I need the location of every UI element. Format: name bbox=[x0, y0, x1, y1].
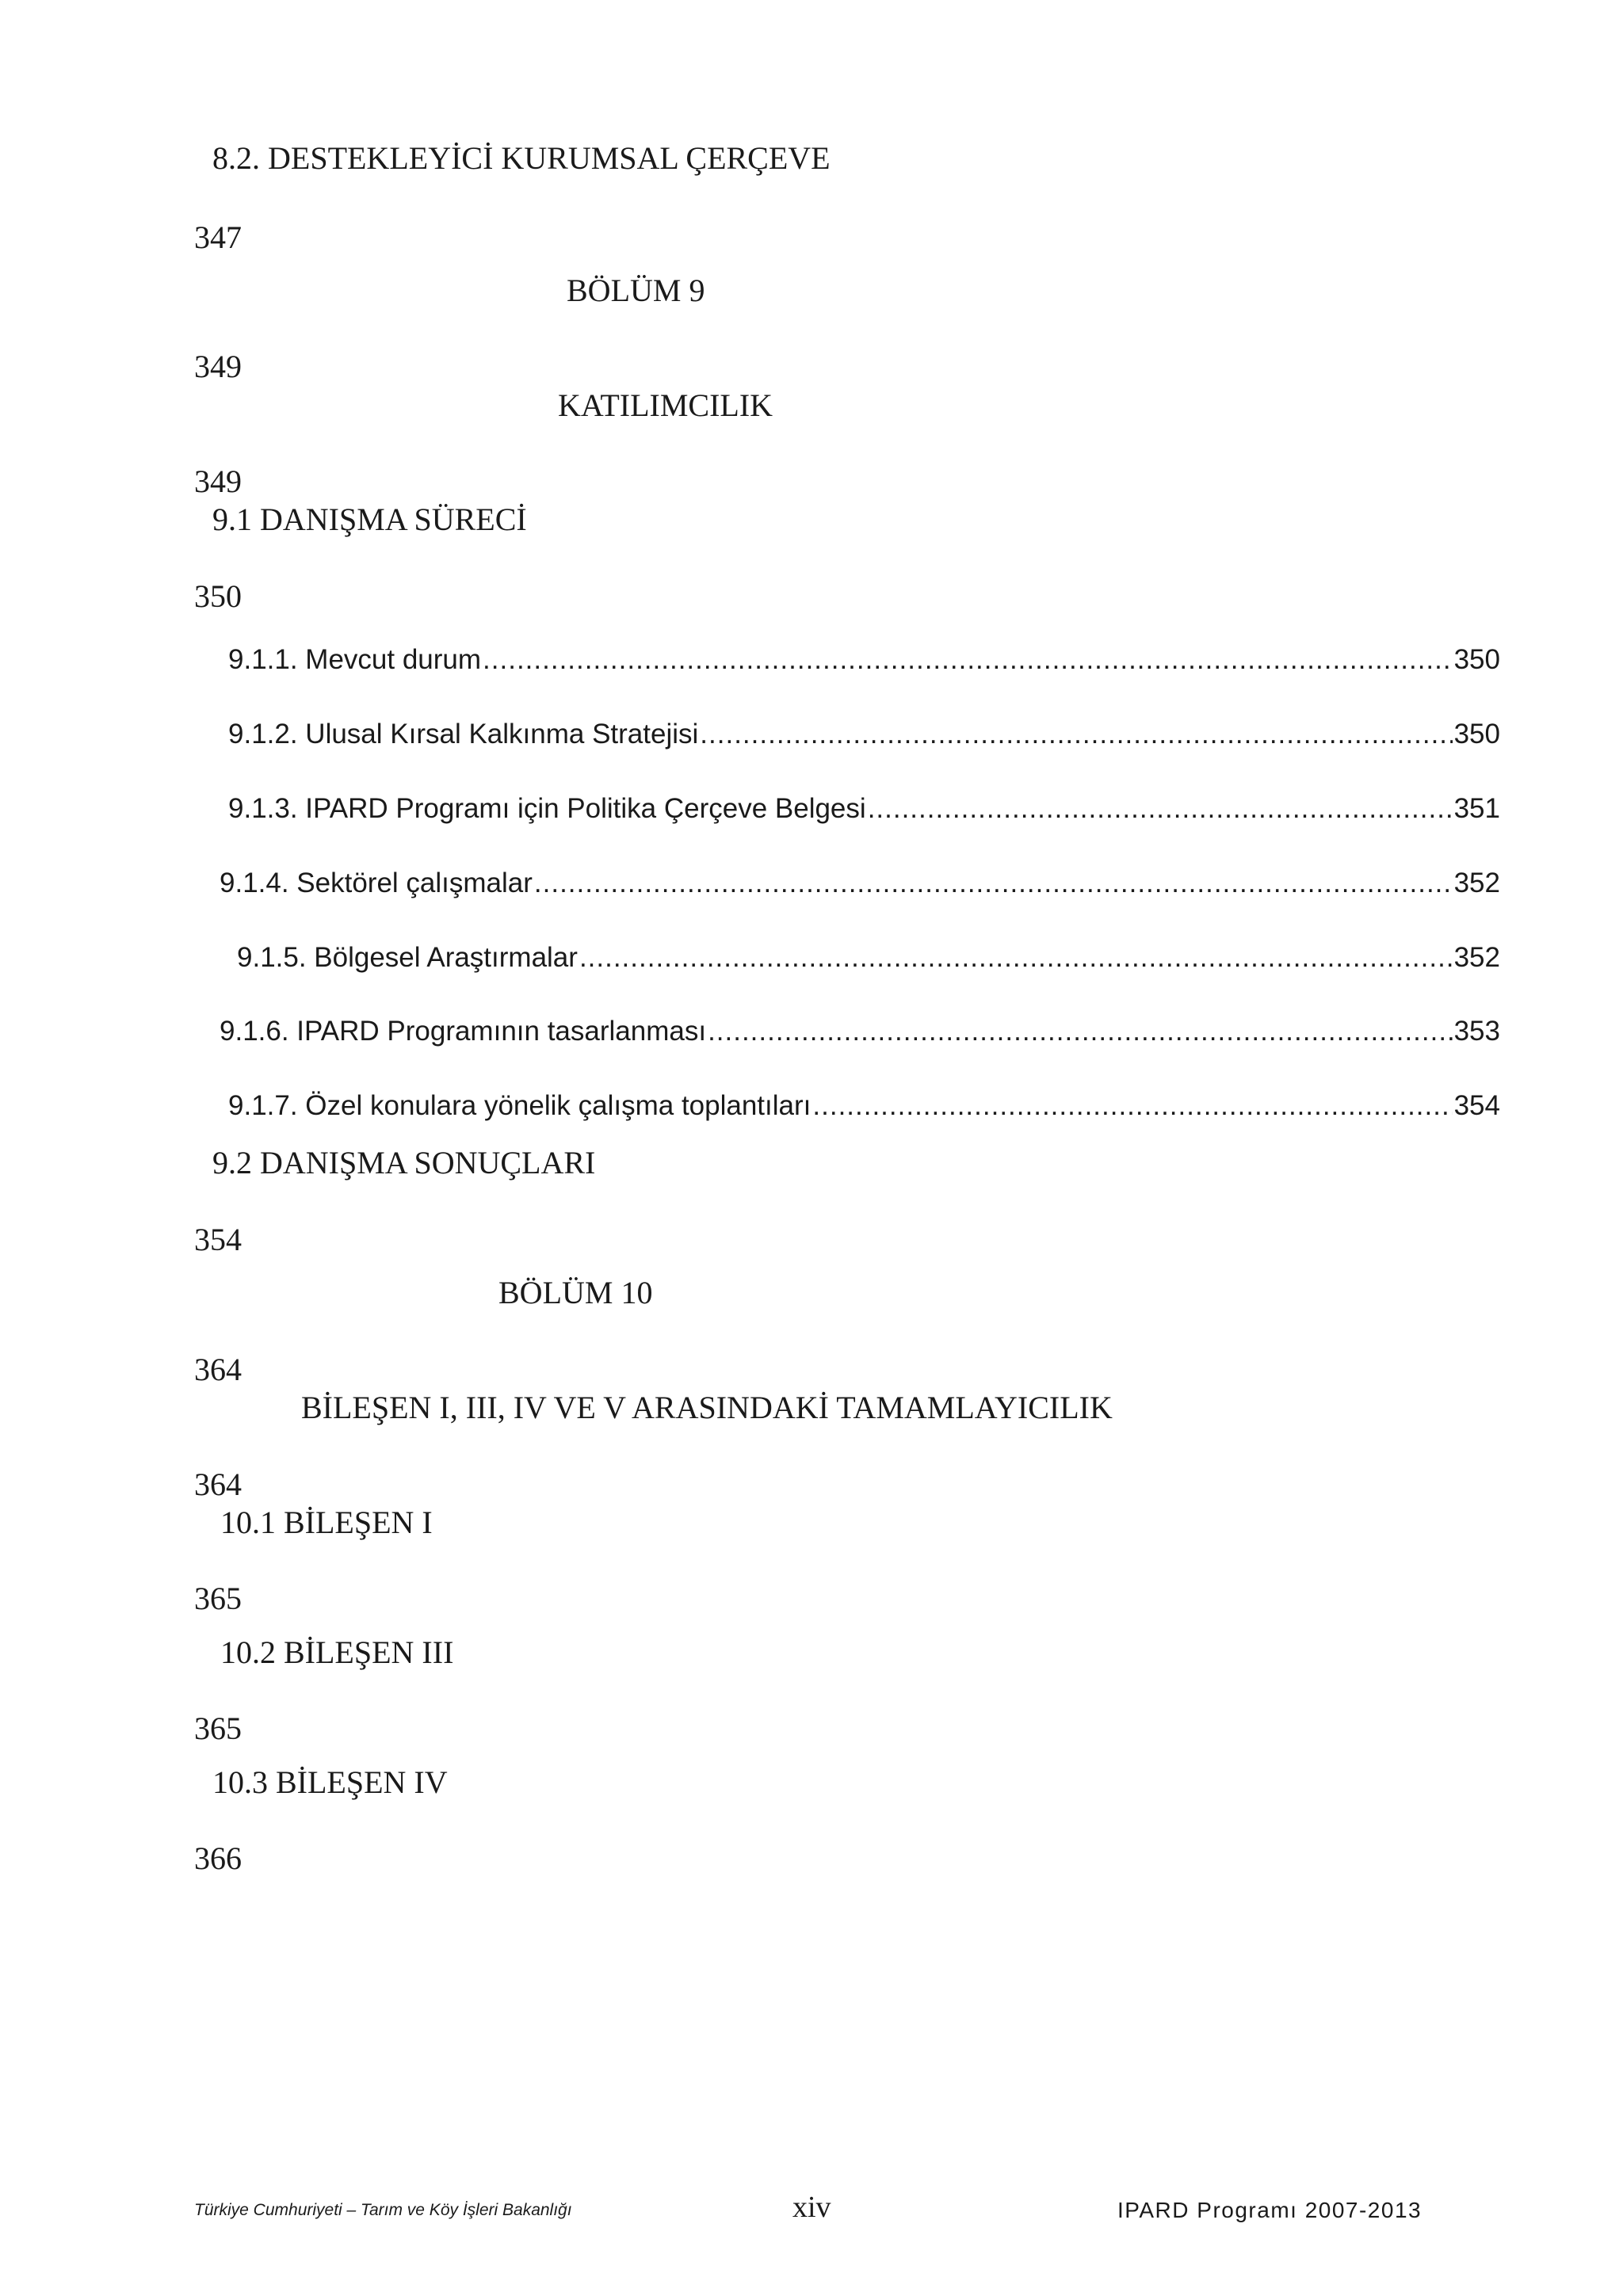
footer-ministry-name: Türkiye Cumhuriyeti – Tarım ve Köy İşleri Bakanlığı bbox=[194, 2201, 572, 2219]
toc-entry-page: 350 bbox=[1453, 719, 1500, 749]
section-heading-10-3: 10.3 BİLEŞEN IV bbox=[212, 1764, 448, 1800]
toc-entry-page: 354 bbox=[1453, 1090, 1500, 1121]
toc-entry-9-1-3[interactable] bbox=[228, 795, 1500, 822]
toc-entry-label: 9.1.6. IPARD Programının tasarlanması bbox=[220, 1016, 707, 1047]
dot-leader bbox=[534, 869, 1453, 897]
toc-entry-page: 352 bbox=[1453, 942, 1500, 973]
toc-entry-page: 351 bbox=[1453, 793, 1500, 824]
toc-entry-page: 350 bbox=[1453, 644, 1500, 675]
toc-entry-9-1-1[interactable] bbox=[228, 646, 1500, 673]
page-number: 365 bbox=[194, 1581, 242, 1616]
toc-entry-9-1-7[interactable] bbox=[228, 1092, 1500, 1119]
toc-entry-label: 9.1.2. Ulusal Kırsal Kalkınma Stratejisi bbox=[228, 719, 699, 749]
toc-entry-label: 9.1.4. Sektörel çalışmalar bbox=[220, 868, 533, 898]
toc-entry-label: 9.1.5. Bölgesel Araştırmalar bbox=[237, 942, 578, 973]
section-heading-9-2: 9.2 DANIŞMA SONUÇLARI bbox=[212, 1145, 596, 1180]
footer-program-name: IPARD Programı 2007-2013 bbox=[1117, 2198, 1423, 2222]
page-number: 364 bbox=[194, 1352, 242, 1387]
dot-leader bbox=[700, 720, 1452, 748]
dot-leader bbox=[483, 646, 1453, 673]
section-heading-9-1: 9.1 DANIŞMA SÜRECİ bbox=[212, 502, 527, 537]
dot-leader bbox=[579, 944, 1453, 971]
section-heading-10-1: 10.1 BİLEŞEN I bbox=[220, 1505, 433, 1540]
page-number: 354 bbox=[194, 1222, 242, 1257]
toc-entry-label: 9.1.1. Mevcut durum bbox=[228, 644, 482, 675]
page-number: 347 bbox=[194, 219, 242, 255]
dot-leader bbox=[868, 795, 1453, 822]
dot-leader bbox=[708, 1017, 1453, 1045]
toc-entry-label: 9.1.7. Özel konulara yönelik çalışma toplantıları bbox=[228, 1090, 812, 1121]
chapter-subtitle-katilimcilik: KATILIMCILIK bbox=[558, 387, 773, 423]
toc-entry-page: 352 bbox=[1453, 868, 1500, 898]
dot-leader bbox=[812, 1092, 1452, 1119]
toc-entry-page: 353 bbox=[1453, 1016, 1500, 1047]
page-number: 350 bbox=[194, 578, 242, 614]
section-heading-10-2: 10.2 BİLEŞEN III bbox=[220, 1634, 454, 1670]
toc-entry-9-1-2[interactable] bbox=[228, 720, 1500, 748]
chapter-title-9: BÖLÜM 9 bbox=[567, 273, 705, 308]
page-number: 349 bbox=[194, 463, 242, 499]
page-number: 364 bbox=[194, 1466, 242, 1502]
page-number: 365 bbox=[194, 1711, 242, 1746]
page-number: 349 bbox=[194, 349, 242, 384]
toc-entry-9-1-4[interactable] bbox=[220, 869, 1500, 897]
toc-entry-9-1-5[interactable] bbox=[237, 944, 1500, 971]
chapter-subtitle-bilesen: BİLEŞEN I, III, IV VE V ARASINDAKİ TAMAMLAYICILIK bbox=[301, 1390, 1113, 1425]
toc-entry-label: 9.1.3. IPARD Programı için Politika Çerçeve Belgesi bbox=[228, 793, 866, 824]
toc-entry-9-1-6[interactable] bbox=[220, 1017, 1500, 1045]
section-heading-8-2: 8.2. DESTEKLEYİCİ KURUMSAL ÇERÇEVE bbox=[212, 140, 831, 176]
chapter-title-10: BÖLÜM 10 bbox=[498, 1275, 653, 1310]
footer-page-number: xiv bbox=[792, 2191, 831, 2224]
page-number: 366 bbox=[194, 1840, 242, 1876]
